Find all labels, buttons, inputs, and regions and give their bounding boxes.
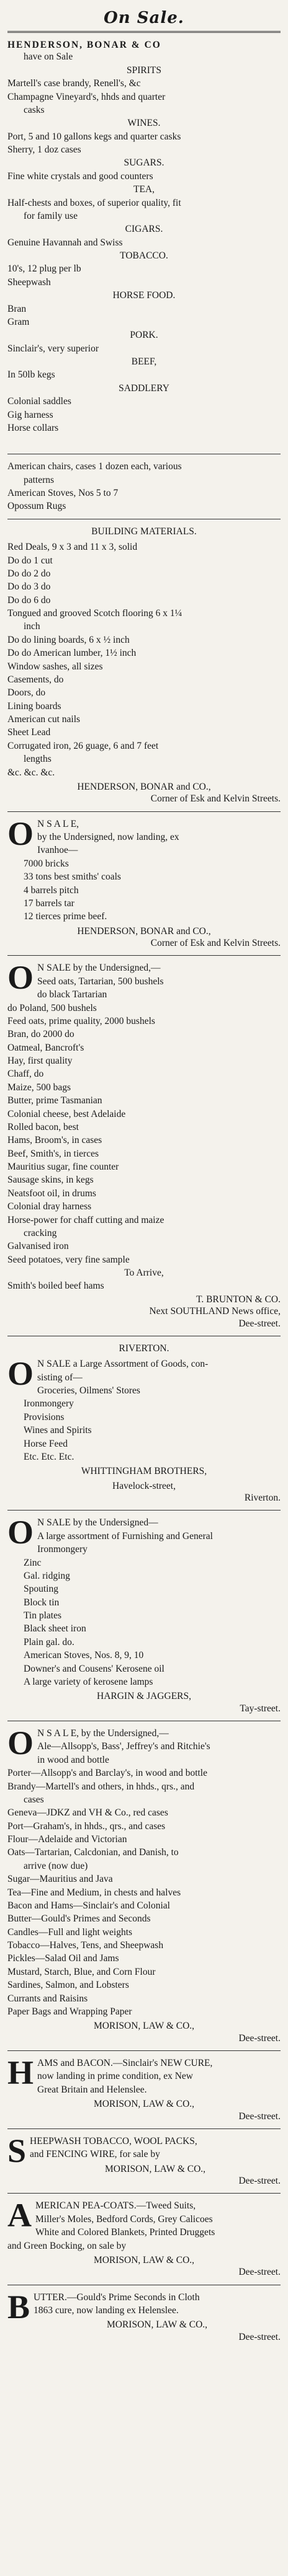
- ad-lines: [7, 1372, 281, 1463]
- ad-line: Miller's Moles, Bedford Cords, Grey Calicoes: [35, 2213, 213, 2225]
- ad-line: Red Deals, 9 x 3 and 11 x 3, solid: [7, 542, 138, 553]
- ad-heading: N SALE by the Undersigned,—: [37, 963, 161, 974]
- ad-signature: MORISON, LAW & CO.,: [106, 2319, 208, 2331]
- ad-line: Do do American lumber, 1½ inch: [7, 648, 137, 659]
- ad-line: Neatsfoot oil, in drums: [7, 1188, 96, 1199]
- ad-signature: T. BRUNTON & CO.: [196, 1294, 281, 1305]
- ad-butter: [7, 2288, 281, 2344]
- ad-line: American chairs, cases 1 dozen each, various: [7, 461, 182, 472]
- ad-line: BEEF,: [131, 356, 157, 367]
- ad-heading: MERICAN PEA-COATS.—Tweed Suits,: [35, 2200, 196, 2212]
- ad-line: Etc. Etc. Etc.: [24, 1451, 74, 1462]
- ad-line: 1863 cure, now landing ex Helenslee.: [34, 2305, 179, 2316]
- ad-town: Riverton.: [244, 1493, 281, 1503]
- ad-signature: MORISON, LAW & CO.,: [93, 2254, 195, 2265]
- ad-line: Gig harness: [7, 409, 53, 420]
- ad-line: Colonial dray harness: [7, 1201, 92, 1212]
- divider: [7, 2050, 281, 2051]
- ad-line: do black Tartarian: [37, 989, 107, 1000]
- ad-line: Seed potatoes, very fine sample: [7, 1254, 130, 1265]
- ad-lines: [7, 1530, 281, 1688]
- ad-line: Port, 5 and 10 gallons kegs and quarter casks: [7, 131, 181, 142]
- ad-line: Feed oats, prime quality, 2000 bushels: [7, 1015, 155, 1026]
- ad-line: Do do 3 do: [7, 581, 51, 593]
- ad-line: Sinclair's, very superior: [7, 343, 99, 354]
- ad-line: lengths: [24, 754, 52, 765]
- ad-lines: [7, 1740, 281, 2018]
- ad-line: Colonial saddles: [7, 396, 71, 407]
- ad-line: Smith's boiled beef hams: [7, 1281, 104, 1292]
- ad-address: Dee-street.: [238, 2111, 281, 2122]
- ad-street: Dee-street.: [238, 1318, 281, 1329]
- ad-address: Dee-street.: [238, 2032, 281, 2044]
- ad-heading: AMS and BACON.—Sinclair's NEW CURE,: [37, 2058, 213, 2068]
- ad-line: Pickles—Salad Oil and Jams: [7, 1953, 119, 1964]
- ad-line: Rolled bacon, best: [7, 1121, 79, 1132]
- ad-heading: N SALE by the Undersigned—: [37, 1517, 158, 1528]
- ad-signature: WHITTINGHAM BROTHERS,: [81, 1466, 207, 1477]
- ad-line: TOBACCO.: [120, 250, 168, 261]
- ad-line: Bran: [7, 303, 27, 314]
- ad-line: Maize, 500 bags: [7, 1082, 71, 1093]
- ad-line: Gram: [7, 316, 30, 327]
- ad-pea-coats: [7, 2197, 281, 2278]
- drop-capital: O: [7, 1514, 34, 1551]
- ad-address: Havelock-street,: [112, 1480, 176, 1491]
- ad-line: A large variety of kerosene lamps: [24, 1676, 153, 1687]
- ad-line: and Green Bocking, on sale by: [7, 2240, 127, 2251]
- ad-building-materials: [7, 526, 281, 805]
- ad-line: Sheet Lead: [7, 727, 51, 738]
- ad-line: Block tin: [24, 1597, 60, 1608]
- ad-intro: have on Sale: [24, 51, 73, 63]
- ad-line: Tea—Fine and Medium, in chests and halves: [7, 1887, 181, 1898]
- ad-line: Bacon and Hams—Sinclair's and Colonial: [7, 1900, 170, 1911]
- ad-line: Hams, Broom's, in cases: [7, 1135, 102, 1146]
- newspaper-column: [7, 0, 281, 2343]
- ad-line: Horse collars: [7, 422, 59, 433]
- ad-line: Colonial cheese, best Adelaide: [7, 1108, 126, 1119]
- ad-line: Lining boards: [7, 700, 61, 712]
- ad-lines: [7, 831, 281, 923]
- ad-line: Ironmongery: [37, 1544, 88, 1555]
- ad-line: A large assortment of Furnishing and General: [37, 1530, 213, 1542]
- drop-capital: O: [7, 1355, 34, 1393]
- drop-capital: O: [7, 1724, 34, 1762]
- ad-line: patterns: [24, 474, 55, 485]
- ad-line: now landing in prime condition, ex New: [37, 2071, 193, 2082]
- ad-place: RIVERTON.: [119, 1343, 169, 1354]
- ad-line: SUGARS.: [124, 157, 164, 169]
- ad-line: cracking: [24, 1227, 57, 1238]
- ad-line: WINES.: [127, 118, 161, 129]
- ad-signature: HENDERSON, BONAR and CO.,: [77, 925, 211, 937]
- ad-line: Oatmeal, Bancroft's: [7, 1042, 84, 1053]
- ad-address: Dee-street.: [238, 2176, 281, 2186]
- ad-line: Plain gal. do.: [24, 1636, 74, 1647]
- ad-line: Sausage skins, in kegs: [7, 1175, 94, 1186]
- ad-lines: [7, 64, 281, 434]
- ad-line: Groceries, Oilmens' Stores: [37, 1385, 140, 1396]
- ad-line: Fine white crystals and good counters: [7, 170, 153, 182]
- ad-line: TEA,: [133, 184, 155, 195]
- ad-line: SADDLERY: [119, 382, 169, 394]
- ad-heading: N SALE a Large Assortment of Goods, con-: [37, 1359, 209, 1370]
- ad-line: Tongued and grooved Scotch flooring 6 x 1¼: [7, 608, 182, 619]
- ad-line: Hay, first quality: [7, 1056, 73, 1066]
- ad-signature: MORISON, LAW & CO.,: [104, 2163, 206, 2174]
- ad-line: Gal. ridging: [24, 1570, 70, 1581]
- ad-line: Tobacco—Halves, Tens, and Sheepwash: [7, 1940, 164, 1951]
- drop-capital: S: [7, 2132, 27, 2169]
- ad-line: Do do lining boards, 6 x ½ inch: [7, 634, 130, 645]
- ad-line: Brandy—Martell's and others, in hhds., qrs., and: [7, 1781, 195, 1792]
- ad-line: White and Colored Blankets, Printed Druggets: [35, 2227, 215, 2238]
- ad-address: Dee-street.: [238, 2267, 281, 2278]
- ad-lines: [7, 461, 281, 513]
- ad-line: cases: [24, 1794, 44, 1805]
- ad-lines: [7, 2070, 281, 2096]
- ad-line: Sheepwash: [7, 276, 51, 288]
- ad-lines: [7, 2148, 281, 2160]
- ad-line: Do do 2 do: [7, 568, 51, 579]
- ad-brunton: [7, 959, 281, 1330]
- ad-address: Next SOUTHLAND News office,: [149, 1306, 281, 1317]
- ad-line: Mauritius sugar, fine counter: [7, 1162, 119, 1172]
- ad-line: Butter—Gould's Primes and Seconds: [7, 1913, 151, 1925]
- ad-line: Do do 1 cut: [7, 555, 53, 566]
- ad-line: Horse-power for chaff cutting and maize: [7, 1214, 164, 1225]
- ad-heading: N S A L E,: [37, 818, 79, 829]
- ad-line: Oats—Tartarian, Calcdonian, and Danish, to: [7, 1847, 179, 1858]
- ad-address: Corner of Esk and Kelvin Streets.: [150, 793, 281, 805]
- ad-line: Bran, do 2000 do: [7, 1029, 74, 1040]
- ad-line: 7000 bricks: [24, 858, 69, 869]
- ad-line: casks: [24, 104, 45, 115]
- ad-line: Ale—Allsopp's, Bass', Jeffrey's and Ritchie's: [37, 1741, 210, 1752]
- ad-signature: MORISON, LAW & CO.,: [93, 2099, 195, 2110]
- ad-sheepwash: [7, 2132, 281, 2187]
- drop-capital: H: [7, 2054, 34, 2091]
- ad-line: Corrugated iron, 26 guage, 6 and 7 feet: [7, 740, 159, 751]
- ad-title: HENDERSON, BONAR & CO: [7, 40, 161, 50]
- ad-american-goods: [7, 461, 281, 513]
- ad-heading: UTTER.—Gould's Prime Seconds in Cloth: [34, 2291, 200, 2303]
- ad-line: Provisions: [24, 1411, 65, 1423]
- ad-lines: [7, 2305, 281, 2316]
- ad-address: Tay-street.: [240, 1703, 281, 1714]
- ad-line: Great Britain and Helenslee.: [37, 2084, 147, 2095]
- ad-morison-law-general: [7, 1724, 281, 2044]
- ad-henderson-bonar: [7, 39, 281, 434]
- ad-lines: [7, 2213, 281, 2252]
- ad-line: To Arrive,: [124, 1268, 164, 1278]
- ad-line: by the Undersigned, now landing, ex: [37, 832, 179, 842]
- divider: [7, 811, 281, 812]
- ad-line: Geneva—JDKZ and VH & Co., red cases: [7, 1807, 168, 1819]
- ad-line: for family use: [24, 210, 78, 221]
- ad-line: PORK.: [130, 330, 158, 341]
- ad-line: Porter—Allsopp's and Barclay's, in wood and bottle: [7, 1768, 207, 1779]
- ad-line: Genuine Havannah and Swiss: [7, 237, 123, 248]
- ad-line: American Stoves, Nos 5 to 7: [7, 488, 119, 498]
- drop-capital: O: [7, 814, 34, 852]
- ad-line: 4 barrels pitch: [24, 884, 79, 896]
- ad-signature: HARGIN & JAGGERS,: [97, 1691, 191, 1702]
- ad-line: in wood and bottle: [37, 1754, 109, 1765]
- divider: [7, 1510, 281, 1511]
- ad-line: American Stoves, Nos. 8, 9, 10: [24, 1650, 144, 1661]
- ad-address: Corner of Esk and Kelvin Streets.: [150, 938, 281, 948]
- ad-line: Black sheet iron: [24, 1623, 86, 1634]
- ad-line: Beef, Smith's, in tierces: [7, 1148, 99, 1159]
- ad-line: CIGARS.: [125, 224, 163, 235]
- ad-line: Paper Bags and Wrapping Paper: [7, 2006, 132, 2017]
- ad-line: Port—Graham's, in hhds., qrs., and cases: [7, 1820, 166, 1832]
- ad-heading: N S A L E, by the Undersigned,—: [37, 1728, 169, 1739]
- ad-line: inch: [24, 621, 40, 632]
- ad-line: Mustard, Starch, Blue, and Corn Flour: [7, 1966, 156, 1977]
- ad-line: Doors, do: [7, 687, 46, 699]
- ad-line: Sherry, 1 doz cases: [7, 144, 81, 155]
- ad-line: 12 tierces prime beef.: [24, 911, 107, 922]
- ad-title: BUILDING MATERIALS.: [91, 526, 197, 537]
- ad-signature: HENDERSON, BONAR and CO.,: [77, 781, 211, 792]
- ad-line: 17 barrels tar: [24, 898, 74, 909]
- drop-capital: B: [7, 2288, 30, 2326]
- ad-line: Opossum Rugs: [7, 501, 66, 512]
- ad-line: Ironmongery: [24, 1398, 74, 1409]
- ad-line: Ivanhoe—: [37, 845, 78, 856]
- ad-line: Chaff, do: [7, 1069, 44, 1080]
- ad-signature: MORISON, LAW & CO.,: [93, 2021, 195, 2032]
- ad-lines: [7, 976, 281, 1292]
- ad-lines: [7, 541, 281, 779]
- ad-line: SPIRITS: [127, 64, 161, 76]
- ad-line: Currants and Raisins: [7, 1993, 88, 2004]
- ad-line: In 50lb kegs: [7, 369, 55, 381]
- ad-line: HORSE FOOD.: [112, 290, 176, 301]
- ad-line: Downer's and Cousens' Kerosene oil: [24, 1663, 164, 1674]
- ad-line: Sardines, Salmon, and Lobsters: [7, 1980, 129, 1991]
- ad-line: arrive (now due): [24, 1860, 88, 1871]
- ad-hams-bacon: [7, 2054, 281, 2122]
- ad-line: Casements, do: [7, 674, 64, 685]
- ad-whittingham: [7, 1343, 281, 1504]
- ad-line: 33 tons best smiths' coals: [24, 871, 121, 883]
- ad-line: do Poland, 500 bushels: [7, 1002, 97, 1013]
- divider: [7, 2193, 281, 2194]
- ad-line: Sugar—Mauritius and Java: [7, 1874, 113, 1885]
- ad-address: Dee-street.: [238, 2331, 281, 2342]
- ad-line: Flour—Adelaide and Victorian: [7, 1834, 127, 1845]
- ad-line: Champagne Vineyard's, hhds and quarter: [7, 91, 166, 102]
- ad-line: Zinc: [24, 1557, 42, 1568]
- section-masthead: On Sale.: [104, 9, 184, 27]
- divider: [7, 2128, 281, 2129]
- drop-capital: A: [7, 2197, 32, 2234]
- ad-hargin-jaggers: [7, 1514, 281, 1714]
- ad-line: Wines and Spirits: [24, 1425, 92, 1436]
- ad-line: &c. &c. &c.: [7, 767, 55, 778]
- ad-heading: HEEPWASH TOBACCO, WOOL PACKS,: [30, 2135, 197, 2146]
- ad-line: Seed oats, Tartarian, 500 bushels: [37, 976, 164, 987]
- ad-line: Martell's case brandy, Renell's, &c: [7, 78, 141, 89]
- ad-line: 10's, 12 plug per lb: [7, 263, 81, 275]
- ad-line: Horse Feed: [24, 1438, 68, 1449]
- divider: [7, 31, 281, 33]
- ad-line: Butter, prime Tasmanian: [7, 1095, 102, 1106]
- ad-line: Galvanised iron: [7, 1241, 69, 1252]
- ad-line: Window sashes, all sizes: [7, 661, 103, 672]
- ad-line: Do do 6 do: [7, 594, 51, 606]
- ad-ivanhoe-cargo: [7, 814, 281, 950]
- ad-line: Spouting: [24, 1584, 58, 1595]
- ad-line: Candles—Full and light weights: [7, 1926, 133, 1938]
- drop-capital: O: [7, 959, 34, 997]
- ad-line: American cut nails: [7, 714, 81, 725]
- divider: [7, 955, 281, 956]
- ad-line: and FENCING WIRE, for sale by: [30, 2149, 160, 2160]
- ad-line: Half-chests and boxes, of superior quality, fit: [7, 197, 181, 208]
- ad-line: sisting of—: [37, 1372, 83, 1383]
- ad-line: Tin plates: [24, 1610, 62, 1621]
